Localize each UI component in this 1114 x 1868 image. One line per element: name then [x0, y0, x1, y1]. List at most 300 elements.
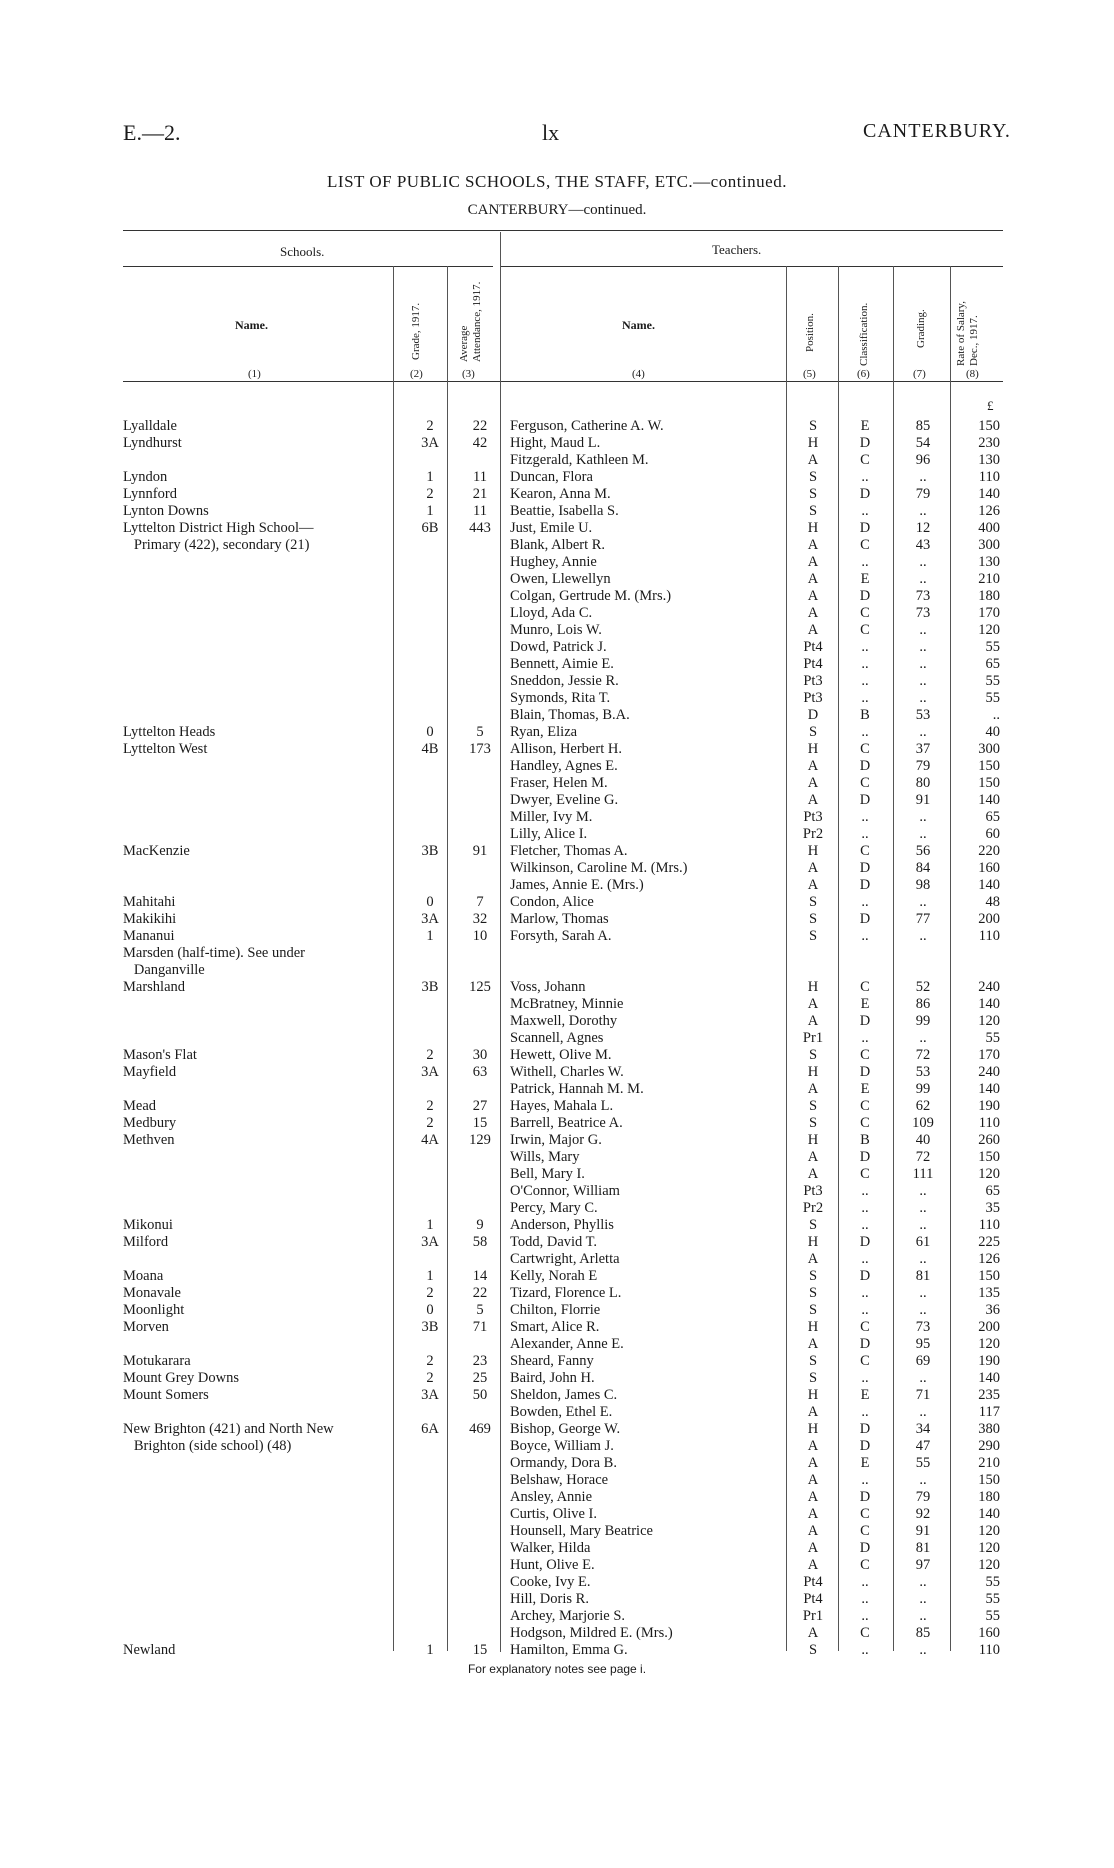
- classification-cell: C: [860, 537, 870, 553]
- position-cell: Pt4: [803, 1591, 823, 1607]
- table-row: [0, 1030, 1114, 1047]
- salary-cell: 180: [978, 1489, 1000, 1505]
- teacher-name-cell: Wilkinson, Caroline M. (Mrs.): [510, 860, 688, 876]
- grading-cell: 53: [915, 1064, 931, 1080]
- grading-header: Grading.: [915, 309, 927, 348]
- classification-cell: D: [859, 486, 871, 502]
- teacher-name-cell: Voss, Johann: [510, 979, 586, 995]
- salary-cell: 300: [978, 537, 1000, 553]
- position-cell: S: [808, 1115, 818, 1131]
- teacher-name-cell: Owen, Llewellyn: [510, 571, 611, 587]
- position-cell: Pt3: [803, 673, 823, 689]
- classification-cell: D: [859, 877, 871, 893]
- school-name-cell: Primary (422), secondary (21): [123, 537, 310, 553]
- table-row: [0, 758, 1114, 775]
- school-name-cell: Mount Somers: [123, 1387, 209, 1403]
- classification-cell: D: [859, 1268, 871, 1284]
- teacher-name-cell: Wills, Mary: [510, 1149, 580, 1165]
- teacher-name-cell: McBratney, Minnie: [510, 996, 624, 1012]
- position-cell: S: [808, 911, 818, 927]
- salary-cell: 110: [978, 469, 1000, 485]
- school-name-cell: Milford: [123, 1234, 169, 1250]
- school-name-header: Name.: [235, 318, 268, 332]
- table-row: [0, 724, 1114, 741]
- salary-cell: 200: [978, 1319, 1000, 1335]
- table-row: [0, 1557, 1114, 1574]
- salary-cell: 35: [985, 1200, 1000, 1216]
- classification-cell: ..: [861, 1472, 869, 1488]
- grading-cell: 53: [915, 707, 931, 723]
- salary-cell: 190: [978, 1353, 1000, 1369]
- position-cell: Pt4: [803, 1574, 823, 1590]
- classification-cell: ..: [861, 1217, 869, 1233]
- position-cell: A: [807, 1438, 819, 1454]
- classification-cell: ..: [861, 656, 869, 672]
- teacher-name-cell: Dowd, Patrick J.: [510, 639, 607, 655]
- table-row: [0, 435, 1114, 452]
- grading-cell: 40: [915, 1132, 931, 1148]
- table-row: [0, 1166, 1114, 1183]
- grading-cell: 47: [915, 1438, 931, 1454]
- grading-cell: 81: [915, 1540, 931, 1556]
- classification-cell: ..: [861, 928, 869, 944]
- table-row: [0, 911, 1114, 928]
- table-row: [0, 1013, 1114, 1030]
- position-cell: A: [807, 1472, 819, 1488]
- table-row: [0, 1132, 1114, 1149]
- grading-cell: ..: [919, 1472, 927, 1488]
- table-row: [0, 588, 1114, 605]
- position-cell: S: [808, 1302, 818, 1318]
- attendance-cell: 42: [472, 435, 488, 451]
- table-row: [0, 1251, 1114, 1268]
- position-cell: H: [807, 979, 819, 995]
- position-cell: H: [807, 741, 819, 757]
- salary-cell: 120: [978, 1166, 1000, 1182]
- school-name-cell: Mason's Flat: [123, 1047, 197, 1063]
- attendance-cell: 58: [472, 1234, 488, 1250]
- grading-cell: 79: [915, 758, 931, 774]
- salary-cell: 210: [978, 1455, 1000, 1471]
- salary-cell: 55: [985, 1591, 1000, 1607]
- salary-cell: 120: [978, 1013, 1000, 1029]
- teacher-name-cell: Condon, Alice: [510, 894, 594, 910]
- position-cell: Pr2: [802, 826, 824, 842]
- grade-cell: 2: [426, 1370, 434, 1386]
- grade-cell: 3A: [421, 1234, 439, 1250]
- attendance-cell: 469: [469, 1421, 491, 1437]
- salary-cell: 110: [978, 1115, 1000, 1131]
- school-name-cell: Lyttelton District High School—: [123, 520, 314, 536]
- position-cell: A: [807, 622, 819, 638]
- salary-cell: 150: [978, 1149, 1000, 1165]
- table-row: [0, 1404, 1114, 1421]
- salary-cell: 160: [978, 1625, 1000, 1641]
- teacher-name-cell: Walker, Hilda: [510, 1540, 591, 1556]
- teacher-name-cell: Blank, Albert R.: [510, 537, 606, 553]
- salary-cell: 120: [978, 1540, 1000, 1556]
- table-row: [0, 860, 1114, 877]
- position-cell: S: [808, 894, 818, 910]
- salary-cell: 140: [978, 1506, 1000, 1522]
- school-name-cell: Mahitahi: [123, 894, 176, 910]
- attendance-cell: 5: [476, 1302, 484, 1318]
- attendance-cell: 15: [472, 1115, 488, 1131]
- classification-cell: E: [860, 418, 870, 434]
- table-row: [0, 1421, 1114, 1438]
- grading-cell: ..: [919, 809, 927, 825]
- grade-cell: 3A: [421, 1387, 439, 1403]
- grading-cell: 91: [915, 1523, 931, 1539]
- position-cell: S: [808, 486, 818, 502]
- salary-cell: 135: [978, 1285, 1000, 1301]
- attendance-cell: 32: [472, 911, 488, 927]
- grading-cell: ..: [919, 1370, 927, 1386]
- classification-cell: E: [860, 1387, 870, 1403]
- attendance-cell: 129: [469, 1132, 491, 1148]
- teacher-name-cell: Tizard, Florence L.: [510, 1285, 622, 1301]
- classification-cell: C: [860, 452, 870, 468]
- page-title: LIST OF PUBLIC SCHOOLS, THE STAFF, ETC.—continued.: [327, 172, 787, 191]
- classification-cell: D: [859, 1064, 871, 1080]
- position-cell: H: [807, 1421, 819, 1437]
- position-cell: A: [807, 1404, 819, 1420]
- salary-cell: 36: [985, 1302, 1000, 1318]
- table-row: [0, 571, 1114, 588]
- teacher-name-cell: Sheldon, James C.: [510, 1387, 618, 1403]
- school-name-cell: Moana: [123, 1268, 164, 1284]
- table-row: [0, 894, 1114, 911]
- position-cell: S: [808, 418, 818, 434]
- classification-cell: D: [859, 435, 871, 451]
- teacher-name-cell: Smart, Alice R.: [510, 1319, 600, 1335]
- grading-cell: ..: [919, 1608, 927, 1624]
- grading-cell: 77: [915, 911, 931, 927]
- salary-cell: 55: [985, 639, 1000, 655]
- table-row: [0, 877, 1114, 894]
- classification-header: Classification.: [858, 302, 870, 366]
- classification-cell: ..: [861, 809, 869, 825]
- position-cell: A: [807, 1455, 819, 1471]
- school-name-cell: Lynton Downs: [123, 503, 209, 519]
- table-row: [0, 809, 1114, 826]
- position-cell: A: [807, 588, 819, 604]
- grading-cell: 98: [915, 877, 931, 893]
- position-cell: A: [807, 537, 819, 553]
- teacher-name-cell: Duncan, Flora: [510, 469, 593, 485]
- classification-cell: ..: [861, 894, 869, 910]
- position-cell: A: [807, 1523, 819, 1539]
- salary-cell: 260: [978, 1132, 1000, 1148]
- classification-cell: D: [859, 520, 871, 536]
- table-row: [0, 520, 1114, 537]
- teacher-name-cell: Bennett, Aimie E.: [510, 656, 614, 672]
- grading-cell: 37: [915, 741, 931, 757]
- salary-cell: 130: [978, 554, 1000, 570]
- table-row: [0, 1183, 1114, 1200]
- grade-cell: 2: [426, 418, 434, 434]
- salary-cell: ..: [992, 707, 1000, 723]
- teacher-name-cell: Fletcher, Thomas A.: [510, 843, 628, 859]
- position-cell: S: [808, 1353, 818, 1369]
- school-name-cell: Methven: [123, 1132, 175, 1148]
- teacher-name-cell: Munro, Lois W.: [510, 622, 602, 638]
- position-cell: A: [807, 1336, 819, 1352]
- salary-cell: 220: [978, 843, 1000, 859]
- teacher-name-cell: Allison, Herbert H.: [510, 741, 622, 757]
- grading-cell: ..: [919, 1285, 927, 1301]
- grading-cell: 92: [915, 1506, 931, 1522]
- table-row: [0, 775, 1114, 792]
- table-row: [0, 996, 1114, 1013]
- teacher-name-cell: Lloyd, Ada C.: [510, 605, 593, 621]
- position-cell: H: [807, 1132, 819, 1148]
- grade-cell: 3B: [421, 1319, 439, 1335]
- classification-cell: D: [859, 1421, 871, 1437]
- salary-cell: 55: [985, 1030, 1000, 1046]
- position-cell: A: [807, 1081, 819, 1097]
- teacher-name-cell: Irwin, Major G.: [510, 1132, 602, 1148]
- teacher-name-cell: Ansley, Annie: [510, 1489, 593, 1505]
- classification-cell: C: [860, 1523, 870, 1539]
- col-number-3: (3): [462, 368, 475, 380]
- grading-cell: ..: [919, 1404, 927, 1420]
- schools-group-heading: Schools.: [280, 244, 325, 259]
- table-row: [0, 741, 1114, 758]
- grading-cell: ..: [919, 1251, 927, 1267]
- school-name-cell: Brighton (side school) (48): [123, 1438, 292, 1454]
- teacher-name-cell: Archey, Marjorie S.: [510, 1608, 626, 1624]
- grade-cell: 3B: [421, 843, 439, 859]
- grade-cell: 1: [426, 1217, 434, 1233]
- grade-cell: 0: [426, 1302, 434, 1318]
- teacher-name-cell: Patrick, Hannah M. M.: [510, 1081, 644, 1097]
- school-name-cell: Marsden (half-time). See under: [123, 945, 305, 961]
- grade-cell: 3A: [421, 911, 439, 927]
- teacher-name-cell: Blain, Thomas, B.A.: [510, 707, 630, 723]
- school-name-cell: Moonlight: [123, 1302, 185, 1318]
- table-row: [0, 1608, 1114, 1625]
- grading-cell: 72: [915, 1047, 931, 1063]
- classification-cell: C: [860, 843, 870, 859]
- teacher-name-cell: Kelly, Norah E: [510, 1268, 598, 1284]
- school-name-cell: Medbury: [123, 1115, 177, 1131]
- grading-cell: ..: [919, 690, 927, 706]
- classification-cell: D: [859, 1540, 871, 1556]
- teacher-name-cell: Hounsell, Mary Beatrice: [510, 1523, 653, 1539]
- position-cell: A: [807, 1166, 819, 1182]
- table-row: [0, 945, 1114, 962]
- grading-cell: ..: [919, 1642, 927, 1658]
- teacher-name-cell: Marlow, Thomas: [510, 911, 609, 927]
- grading-cell: 55: [915, 1455, 931, 1471]
- teacher-name-header: Name.: [622, 318, 655, 332]
- teacher-name-cell: Ryan, Eliza: [510, 724, 578, 740]
- position-cell: Pt3: [803, 809, 823, 825]
- attendance-cell: 173: [469, 741, 491, 757]
- classification-cell: D: [859, 758, 871, 774]
- salary-cell: 110: [978, 1217, 1000, 1233]
- position-cell: A: [807, 792, 819, 808]
- classification-cell: C: [860, 1098, 870, 1114]
- page-code: E.—2.: [123, 120, 181, 145]
- position-cell: S: [808, 1047, 818, 1063]
- teacher-name-cell: Beattie, Isabella S.: [510, 503, 619, 519]
- attendance-cell: 30: [472, 1047, 488, 1063]
- position-cell: A: [807, 1625, 819, 1641]
- table-row: [0, 1319, 1114, 1336]
- position-cell: H: [807, 1234, 819, 1250]
- grading-cell: ..: [919, 894, 927, 910]
- grade-cell: 1: [426, 1642, 434, 1658]
- table-row: [0, 1523, 1114, 1540]
- grading-cell: 99: [915, 1081, 931, 1097]
- table-row: [0, 1098, 1114, 1115]
- attendance-cell: 22: [472, 418, 488, 434]
- classification-cell: C: [860, 979, 870, 995]
- table-row: [0, 418, 1114, 435]
- grade-cell: 2: [426, 486, 434, 502]
- teacher-name-cell: Just, Emile U.: [510, 520, 593, 536]
- footnote: For explanatory notes see page i.: [467, 1662, 647, 1676]
- attendance-cell: 50: [472, 1387, 488, 1403]
- table-row: [0, 962, 1114, 979]
- table-row: [0, 1387, 1114, 1404]
- classification-cell: ..: [861, 1251, 869, 1267]
- school-name-cell: Mount Grey Downs: [123, 1370, 239, 1386]
- classification-cell: ..: [861, 673, 869, 689]
- teacher-name-cell: Anderson, Phyllis: [510, 1217, 614, 1233]
- grading-cell: 111: [912, 1166, 934, 1182]
- grading-cell: ..: [919, 928, 927, 944]
- classification-cell: C: [860, 1353, 870, 1369]
- table-row: [0, 656, 1114, 673]
- grading-cell: ..: [919, 1591, 927, 1607]
- col-number-5: (5): [803, 368, 816, 380]
- position-cell: A: [807, 758, 819, 774]
- grading-cell: ..: [919, 826, 927, 842]
- position-cell: A: [807, 1251, 819, 1267]
- position-cell: A: [807, 1013, 819, 1029]
- classification-cell: C: [860, 1166, 870, 1182]
- position-cell: S: [808, 1098, 818, 1114]
- salary-cell: 180: [978, 588, 1000, 604]
- table-row: [0, 1591, 1114, 1608]
- teacher-name-cell: Chilton, Florrie: [510, 1302, 601, 1318]
- grading-cell: 34: [915, 1421, 931, 1437]
- classification-cell: E: [860, 1081, 870, 1097]
- teacher-name-cell: Hill, Doris R.: [510, 1591, 589, 1607]
- grade-cell: 1: [426, 1268, 434, 1284]
- position-cell: A: [807, 996, 819, 1012]
- attendance-cell: 10: [472, 928, 488, 944]
- classification-cell: C: [860, 775, 870, 791]
- position-cell: A: [807, 554, 819, 570]
- salary-cell: 140: [978, 996, 1000, 1012]
- position-cell: A: [807, 452, 819, 468]
- col-number-1: (1): [248, 368, 261, 380]
- grade-cell: 2: [426, 1047, 434, 1063]
- school-name-cell: Mayfield: [123, 1064, 177, 1080]
- grading-cell: 79: [915, 1489, 931, 1505]
- attendance-cell: 11: [473, 503, 487, 519]
- table-row: [0, 1642, 1114, 1659]
- school-name-cell: Mead: [123, 1098, 157, 1114]
- classification-cell: ..: [861, 1404, 869, 1420]
- table-row: [0, 622, 1114, 639]
- classification-cell: E: [860, 571, 870, 587]
- grading-cell: ..: [919, 656, 927, 672]
- attendance-cell: 27: [472, 1098, 488, 1114]
- salary-cell: 110: [978, 1642, 1000, 1658]
- attendance-cell: 5: [476, 724, 484, 740]
- position-cell: S: [808, 1268, 818, 1284]
- grade-cell: 4A: [421, 1132, 439, 1148]
- table-row: [0, 690, 1114, 707]
- salary-cell: 48: [985, 894, 1000, 910]
- salary-cell: 160: [978, 860, 1000, 876]
- position-cell: A: [807, 1149, 819, 1165]
- classification-cell: D: [859, 1149, 871, 1165]
- attendance-cell: 15: [472, 1642, 488, 1658]
- table-row: [0, 469, 1114, 486]
- position-cell: S: [808, 1370, 818, 1386]
- classification-cell: ..: [861, 1285, 869, 1301]
- salary-cell: 235: [978, 1387, 1000, 1403]
- classification-cell: ..: [861, 469, 869, 485]
- position-cell: H: [807, 1064, 819, 1080]
- school-name-cell: Lyttelton Heads: [123, 724, 216, 740]
- salary-cell: 140: [978, 877, 1000, 893]
- school-name-cell: Monavale: [123, 1285, 181, 1301]
- table-row: [0, 605, 1114, 622]
- salary-cell: 150: [978, 1472, 1000, 1488]
- table-row: [0, 1506, 1114, 1523]
- teacher-name-cell: Scannell, Agnes: [510, 1030, 604, 1046]
- teacher-name-cell: Sneddon, Jessie R.: [510, 673, 619, 689]
- grading-cell: ..: [919, 571, 927, 587]
- school-name-cell: Lyndon: [123, 469, 168, 485]
- grading-cell: 43: [915, 537, 931, 553]
- classification-cell: ..: [861, 1574, 869, 1590]
- classification-cell: D: [859, 1489, 871, 1505]
- teacher-name-cell: Todd, David T.: [510, 1234, 598, 1250]
- teacher-name-cell: Sheard, Fanny: [510, 1353, 594, 1369]
- attendance-header: Average Attendance, 1917.: [458, 281, 483, 362]
- salary-cell: 120: [978, 1557, 1000, 1573]
- teacher-name-cell: Dwyer, Eveline G.: [510, 792, 619, 808]
- grading-cell: 109: [912, 1115, 934, 1131]
- grade-cell: 3A: [421, 435, 439, 451]
- grading-cell: ..: [919, 1302, 927, 1318]
- teacher-name-cell: Baird, John H.: [510, 1370, 595, 1386]
- grade-cell: 6A: [421, 1421, 439, 1437]
- grading-cell: 84: [915, 860, 931, 876]
- teacher-name-cell: Ferguson, Catherine A. W.: [510, 418, 664, 434]
- classification-cell: C: [860, 1557, 870, 1573]
- grading-cell: ..: [919, 1574, 927, 1590]
- position-cell: A: [807, 1540, 819, 1556]
- grading-cell: 61: [915, 1234, 931, 1250]
- schools-group-rule: [123, 266, 493, 267]
- teacher-name-cell: Colgan, Gertrude M. (Mrs.): [510, 588, 672, 604]
- grading-cell: ..: [919, 469, 927, 485]
- grading-cell: 54: [915, 435, 931, 451]
- grading-cell: 73: [915, 605, 931, 621]
- position-cell: A: [807, 877, 819, 893]
- grading-cell: 52: [915, 979, 931, 995]
- teacher-name-cell: O'Connor, William: [510, 1183, 620, 1199]
